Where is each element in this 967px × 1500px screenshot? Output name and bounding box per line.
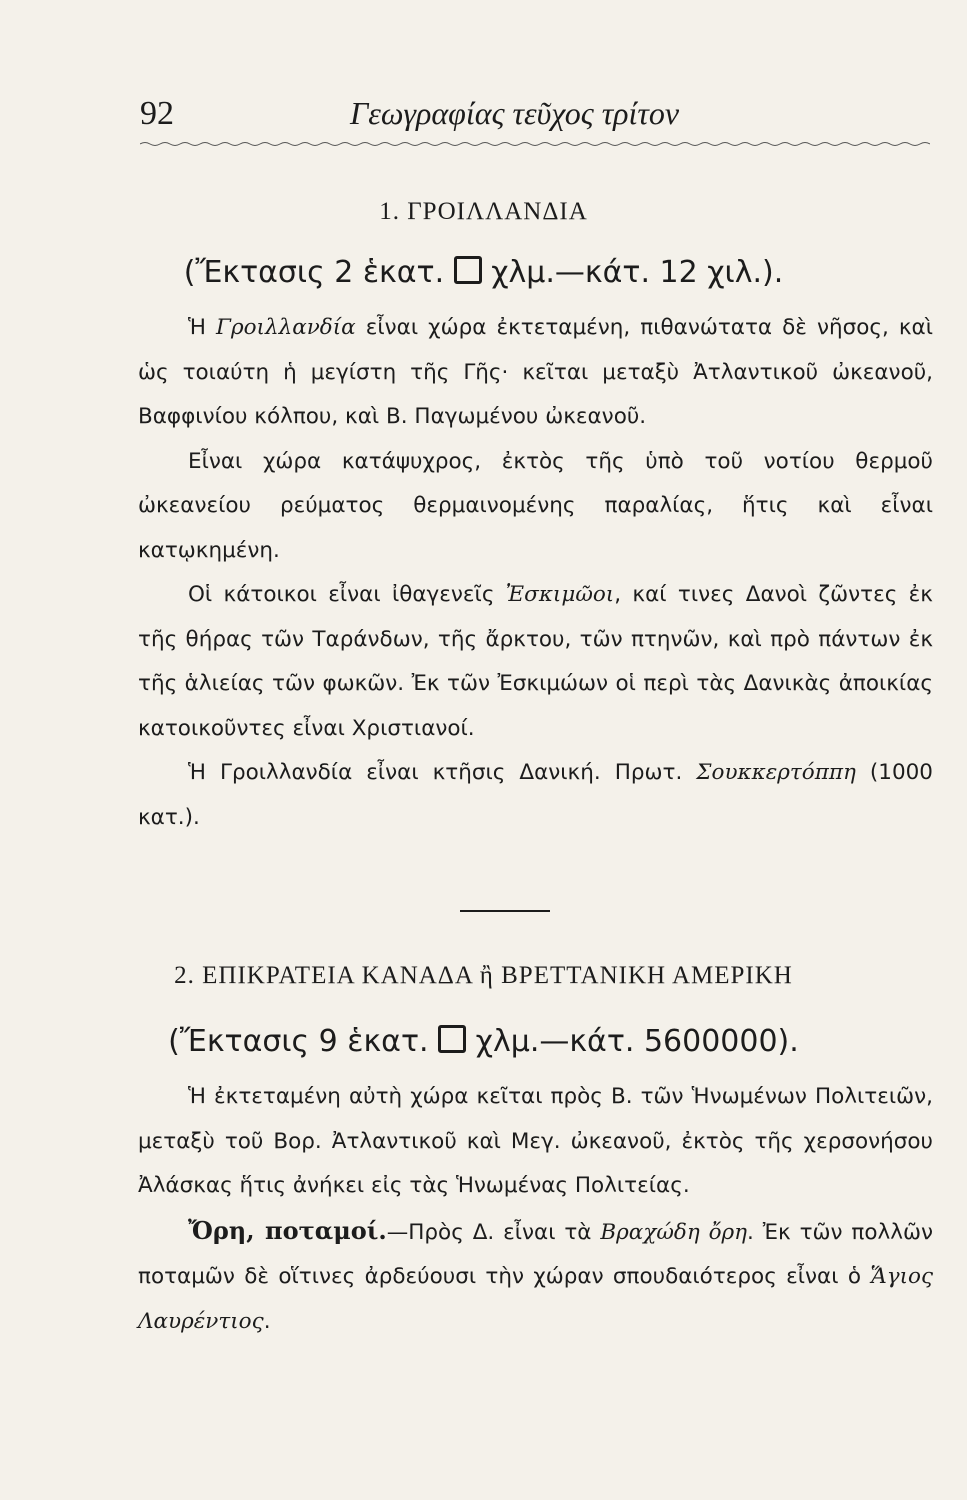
paragraph: Οἱ κάτοικοι εἶναι ἰθαγενεῖς Ἐσκιμῶοι, καί τινες Δανοὶ ζῶντες ἐκ τῆς θήρας τῶν Ταράνδων, τῆς ἄρκτου, τῶν πτηνῶν, καὶ πρὸ πάντων ἐκ τῆς ἁλιείας τῶν φωκῶν. Ἐκ τῶν Ἐσκιμώων οἱ περὶ τὰς Δανικὰς ἀποικίας κατοικοῦντες εἶναι Χριστιανοί.: [138, 582, 933, 741]
subheading: Ὄρη, ποταμοί.: [188, 1215, 387, 1245]
section-1-title: 1. ΓΡΟΙΛΛΑΝΔΙΑ: [379, 198, 588, 225]
paragraph: Ὄρη, ποταμοί.—Πρὸς Δ. εἶναι τὰ Βραχώδη ὄρη. Ἐκ τῶν πολλῶν ποταμῶν δὲ οἵτινες ἀρδεύουσι τὴν χώραν σπουδαιότερος εἶναι ὁ Ἅγιος Λαυρέντιος.: [138, 1215, 933, 1334]
header-wavy-rule: [140, 141, 930, 147]
mountain-name: Βραχώδη ὄρη: [600, 1219, 748, 1245]
section-2-body: [138, 1075, 933, 1344]
paragraph: Εἶναι χώρα κατάψυχρος, ἐκτὸς τῆς ὑπὸ τοῦ νοτίου θερμοῦ ὠκεανείου ρεύματος θερμαινομένης παραλίας, ἥτις καὶ εἶναι κατῳκημένη.: [138, 448, 933, 563]
paragraph: Ἡ Γροιλλανδία εἶναι κτῆσις Δανική. Πρωτ. Σουκκερτόππη (1000 κατ.).: [138, 760, 933, 830]
area-text-right: χλμ.—κάτ. 12 χιλ.).: [491, 255, 784, 290]
page-header: [140, 95, 930, 135]
capital-name: Σουκκερτόππη: [696, 760, 856, 785]
running-title: Γεωγραφίας τεῦχος τρίτον: [350, 95, 680, 131]
paragraph: Ἡ Γροιλλανδία εἶναι χώρα ἐκτεταμένη, πιθανώτατα δὲ νῆσος, καὶ ὡς τοιαύτη ἡ μεγίστη τῆς Γῆς· κεῖται μεταξὺ Ἀτλαντικοῦ ὠκεανοῦ, Βαφφινίου κόλπου, καὶ Β. Παγωμένου ὠκεανοῦ.: [138, 315, 933, 429]
section-1-area: [0, 255, 967, 290]
area-text-left: (Ἔκτασις 9 ἑκατ.: [168, 1024, 429, 1059]
section-2-area: [0, 1024, 967, 1059]
square-icon: [454, 256, 482, 284]
river-name: Ἅγιος Λαυρέντιος: [138, 1264, 933, 1334]
area-text-left: (Ἔκτασις 2 ἑκατ.: [183, 255, 445, 290]
place-name: Γροιλλανδία: [216, 315, 356, 340]
paragraph: Ἡ ἐκτεταμένη αὐτὴ χώρα κεῖται πρὸς Β. τῶν Ἡνωμένων Πολιτειῶν, μεταξὺ τοῦ Βορ. Ἀτλαντικοῦ καὶ Μεγ. ὠκεανοῦ, ἐκτὸς τῆς χερσονήσου Ἀλάσκας ἥτις ἀνήκει εἰς τὰς Ἡνωμένας Πολιτείας.: [138, 1084, 933, 1198]
area-text-right: χλμ.—κάτ. 5600000).: [475, 1024, 799, 1059]
page-number: 92: [140, 95, 174, 132]
section-separator: [460, 910, 550, 912]
square-icon: [438, 1025, 466, 1053]
people-name: Ἐσκιμῶοι: [505, 582, 615, 607]
section-2-title: 2. ΕΠΙΚΡΑΤΕΙΑ ΚΑΝΑΔΑ ἢ ΒΡΕΤΤΑΝΙΚΗ ΑΜΕΡΙΚΗ: [174, 962, 793, 989]
section-1-body: [138, 306, 933, 840]
